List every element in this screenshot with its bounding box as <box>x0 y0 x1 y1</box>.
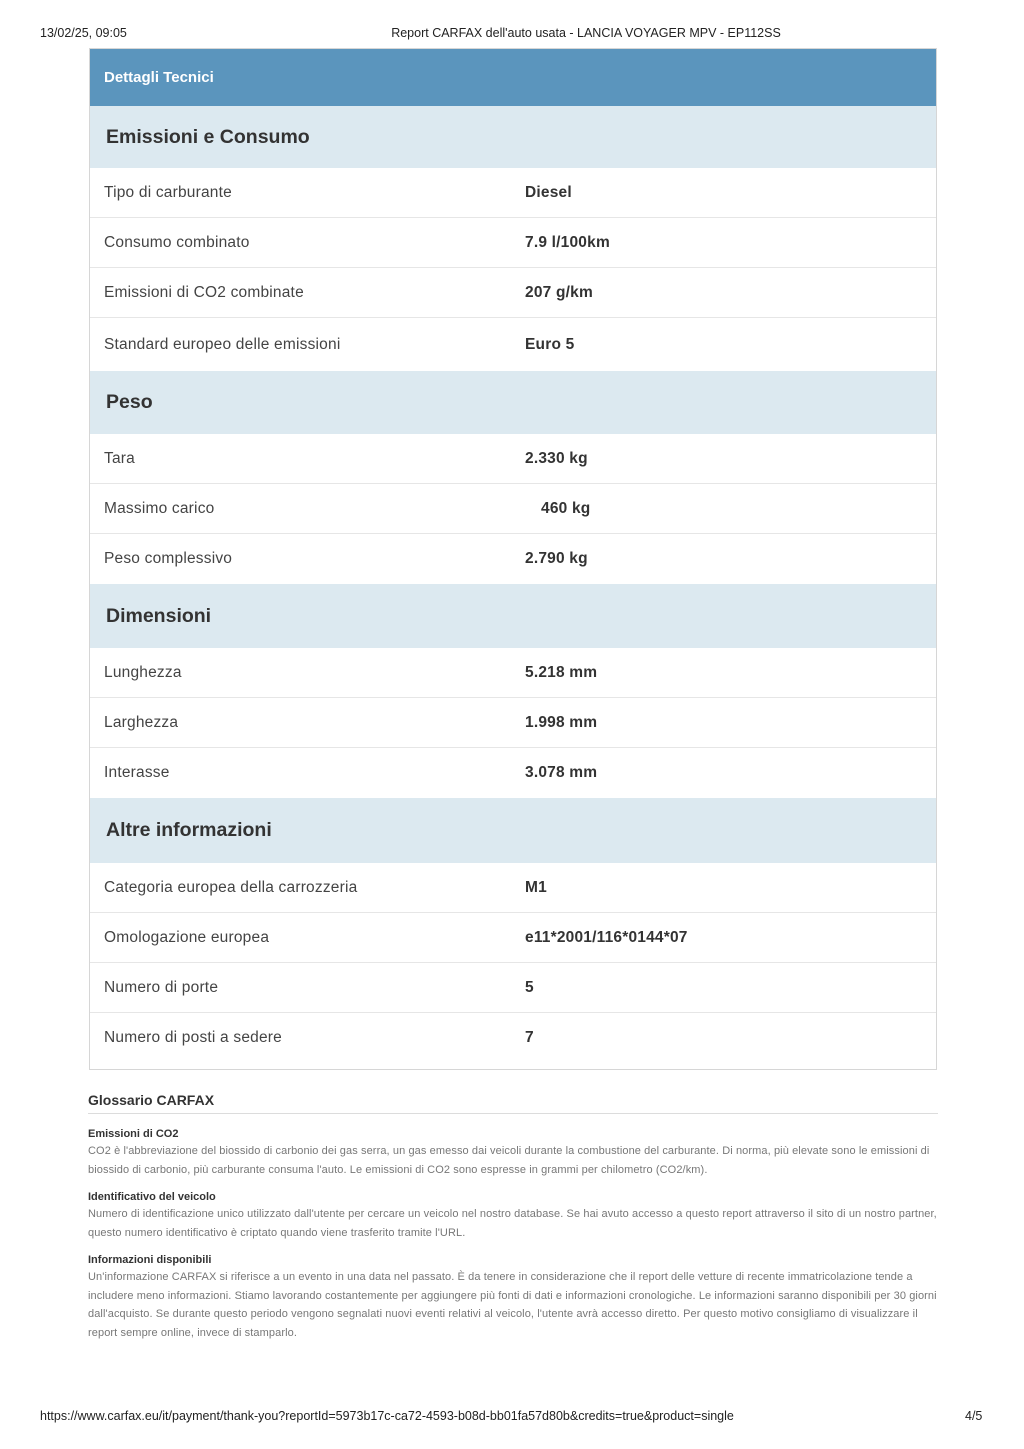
detail-row <box>90 748 936 798</box>
detail-value: 2.790 kg <box>525 550 588 567</box>
detail-row <box>90 484 936 534</box>
detail-value: 1.998 mm <box>525 713 598 731</box>
detail-row <box>90 168 936 218</box>
detail-value: M1 <box>525 878 547 896</box>
glossary-term: Informazioni disponibili <box>88 1254 212 1266</box>
detail-label: Tipo di carburante <box>104 183 232 201</box>
detail-row <box>90 434 936 484</box>
section-title-weight: Peso <box>90 371 936 434</box>
glossary-entry <box>88 1128 938 1179</box>
detail-value: 3.078 mm <box>525 764 598 781</box>
detail-value: Euro 5 <box>525 335 575 353</box>
detail-value: 5.218 mm <box>525 663 598 681</box>
detail-row <box>90 698 936 748</box>
page-number: 4/5 <box>965 1409 983 1423</box>
detail-value: 5 <box>525 978 534 996</box>
detail-value: e11*2001/116*0144*07 <box>525 928 688 946</box>
detail-row <box>90 318 936 371</box>
technical-details-card <box>89 48 937 1070</box>
detail-row <box>90 534 936 584</box>
glossary <box>88 1092 938 1354</box>
detail-row <box>90 913 936 963</box>
detail-label: Numero di porte <box>104 978 219 996</box>
detail-label: Peso complessivo <box>104 550 233 567</box>
glossary-definition: CO2 è l'abbreviazione del biossido di carbonio dei gas serra, un gas emesso dai veicoli durante la combustione del carburante. Di norma, più elevate sono le emissioni di biossido di carbonio, più carburante consuma l'auto. Le emissioni di CO2 sono espresse in grammi per chilometro (CO2/km). <box>88 1145 930 1176</box>
detail-row <box>90 218 936 268</box>
print-header <box>0 26 1024 42</box>
detail-row <box>90 1013 936 1063</box>
detail-row <box>90 648 936 698</box>
print-document-title: Report CARFAX dell'auto usata - LANCIA VOYAGER MPV - EP112SS <box>391 26 781 40</box>
detail-label: Categoria europea della carrozzeria <box>104 878 358 896</box>
detail-label: Interasse <box>104 764 170 781</box>
section-title-emissions: Emissioni e Consumo <box>90 106 936 168</box>
detail-label: Consumo combinato <box>104 233 250 251</box>
detail-value: Diesel <box>525 183 572 201</box>
detail-value: 7.9 l/100km <box>525 233 610 251</box>
detail-label: Massimo carico <box>104 499 215 517</box>
detail-label: Larghezza <box>104 713 179 731</box>
detail-value: 207 g/km <box>525 283 593 301</box>
detail-row <box>90 863 936 913</box>
detail-value: 460 kg <box>541 499 591 517</box>
detail-value: 2.330 kg <box>525 449 588 467</box>
glossary-title: Glossario CARFAX <box>88 1092 938 1114</box>
print-timestamp: 13/02/25, 09:05 <box>40 26 127 40</box>
glossary-definition: Un'informazione CARFAX si riferisce a un evento in una data nel passato. È da tenere in considerazione che il report delle vetture di recente immatricolazione tende a includere meno informazioni. Stiamo lavorando costantemente per aggiungere più fonti di dati e informazioni cronologiche. Le informazioni saranno disponibili per 30 giorni dall'acquisto. Se durante questo periodo vengono segnalati nuovi eventi relativi al veicolo, l'utente avrà accesso diretto. Per questo motivo consigliamo di visualizzare il report sempre online, invece di stamparlo. <box>88 1271 937 1339</box>
glossary-entry <box>88 1254 938 1342</box>
glossary-definition: Numero di identificazione unico utilizzato dall'utente per cercare un veicolo nel nostro database. Se hai avuto accesso a questo report attraverso il sito di un nostro partner, questo numero identificativo è criptato quando viene trasferito tramite l'URL. <box>88 1208 937 1239</box>
detail-label: Lunghezza <box>104 663 182 681</box>
detail-row <box>90 963 936 1013</box>
detail-row <box>90 268 936 318</box>
detail-label: Emissioni di CO2 combinate <box>104 283 304 301</box>
print-url: https://www.carfax.eu/it/payment/thank-you?reportId=5973b17c-ca72-4593-b08d-bb01fa57d80b&credits=true&product=single <box>40 1409 734 1423</box>
detail-label: Tara <box>104 449 135 467</box>
glossary-term: Identificativo del veicolo <box>88 1191 216 1203</box>
detail-label: Numero di posti a sedere <box>104 1029 282 1046</box>
glossary-entry <box>88 1191 938 1242</box>
section-title-other-info: Altre informazioni <box>90 798 936 863</box>
section-title-dimensions: Dimensioni <box>90 584 936 648</box>
glossary-term: Emissioni di CO2 <box>88 1128 179 1140</box>
card-title: Dettagli Tecnici <box>90 49 936 106</box>
detail-label: Omologazione europea <box>104 928 270 946</box>
detail-label: Standard europeo delle emissioni <box>104 335 341 353</box>
detail-value: 7 <box>525 1029 534 1046</box>
